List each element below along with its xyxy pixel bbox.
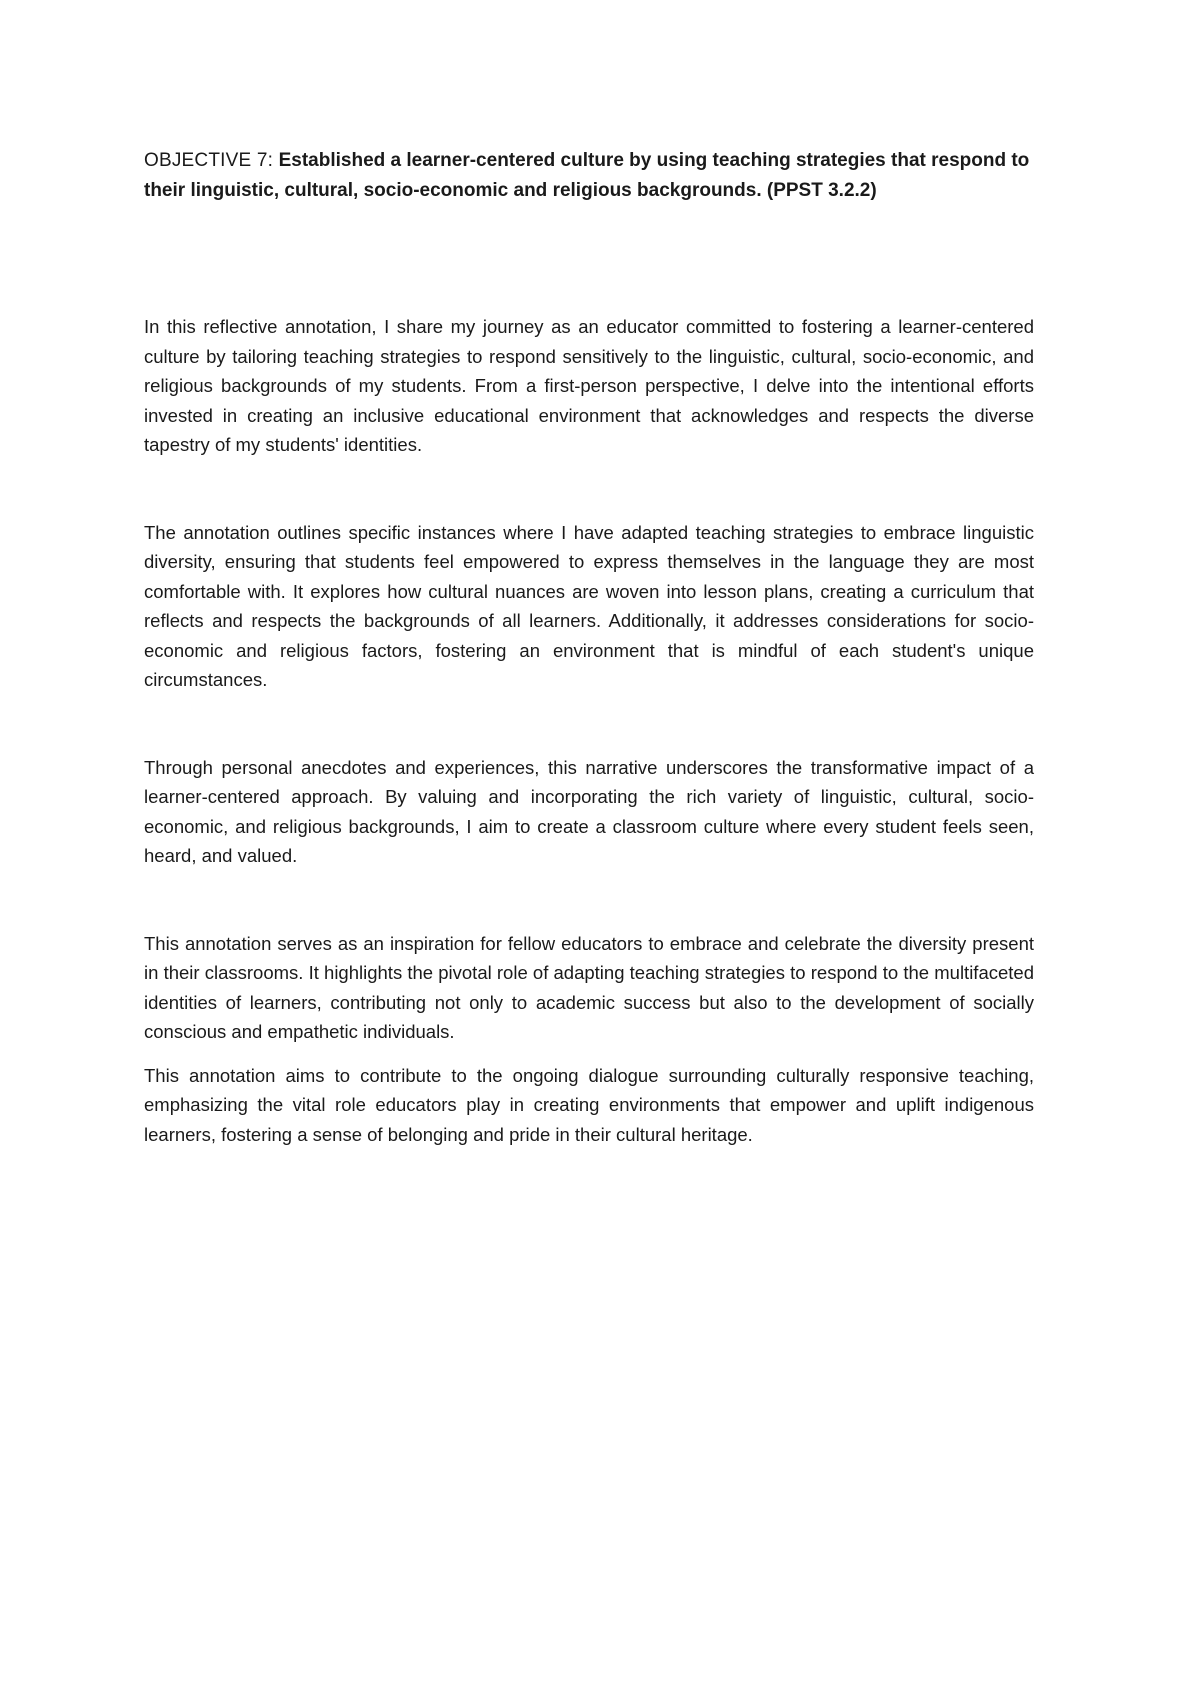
paragraph-intro: In this reflective annotation, I share my journey as an educator committed to fostering a learner-centered culture by tailoring teaching strategies to respond sensitively to the linguistic, cultural, socio-economic, and religious backgrounds of my students. From a first-person perspective, I delve into the intentional efforts invested in creating an inclusive educational environment that acknowledges and respects the diverse tapestry of my students' identities. xyxy=(144,316,1034,455)
document-body xyxy=(144,146,1034,1149)
paragraph-inspiration: This annotation serves as an inspiration for fellow educators to embrace and celebrate the diversity present in their classrooms. It highlights the pivotal role of adapting teaching strategies to respond to the multifaceted identities of learners, contributing not only to academic success but also to the development of socially conscious and empathetic individuals. xyxy=(144,932,1034,1042)
objective-statement: Established a learner-centered culture by using teaching strategies that respond to their linguistic, cultural, socio-economic and religious backgrounds. (PPST 3.2.2) xyxy=(144,150,1030,201)
paragraph-conclusion: This annotation aims to contribute to the ongoing dialogue surrounding culturally responsive teaching, emphasizing the vital role educators play in creating environments that empower and uplift indigenous learners, fostering a sense of belonging and pride in their cultural heritage. xyxy=(144,1064,1034,1145)
objective-label: OBJECTIVE 7: xyxy=(144,150,279,171)
paragraph-strategies: The annotation outlines specific instances where I have adapted teaching strategies to embrace linguistic diversity, ensuring that students feel empowered to express themselves in the language they are most comfortable with. It explores how cultural nuances are woven into lesson plans, creating a curriculum that reflects and respects the backgrounds of all learners. Additionally, it addresses considerations for socio-economic and religious factors, fostering an environment that is mindful of each student's unique circumstances. xyxy=(144,521,1034,690)
objective-heading xyxy=(144,146,1034,206)
paragraph-anecdotes: Through personal anecdotes and experiences, this narrative underscores the transformative impact of a learner-centered approach. By valuing and incorporating the rich variety of linguistic, cultural, socio-economic, and religious backgrounds, I aim to create a classroom culture where every student feels seen, heard, and valued. xyxy=(144,756,1034,866)
